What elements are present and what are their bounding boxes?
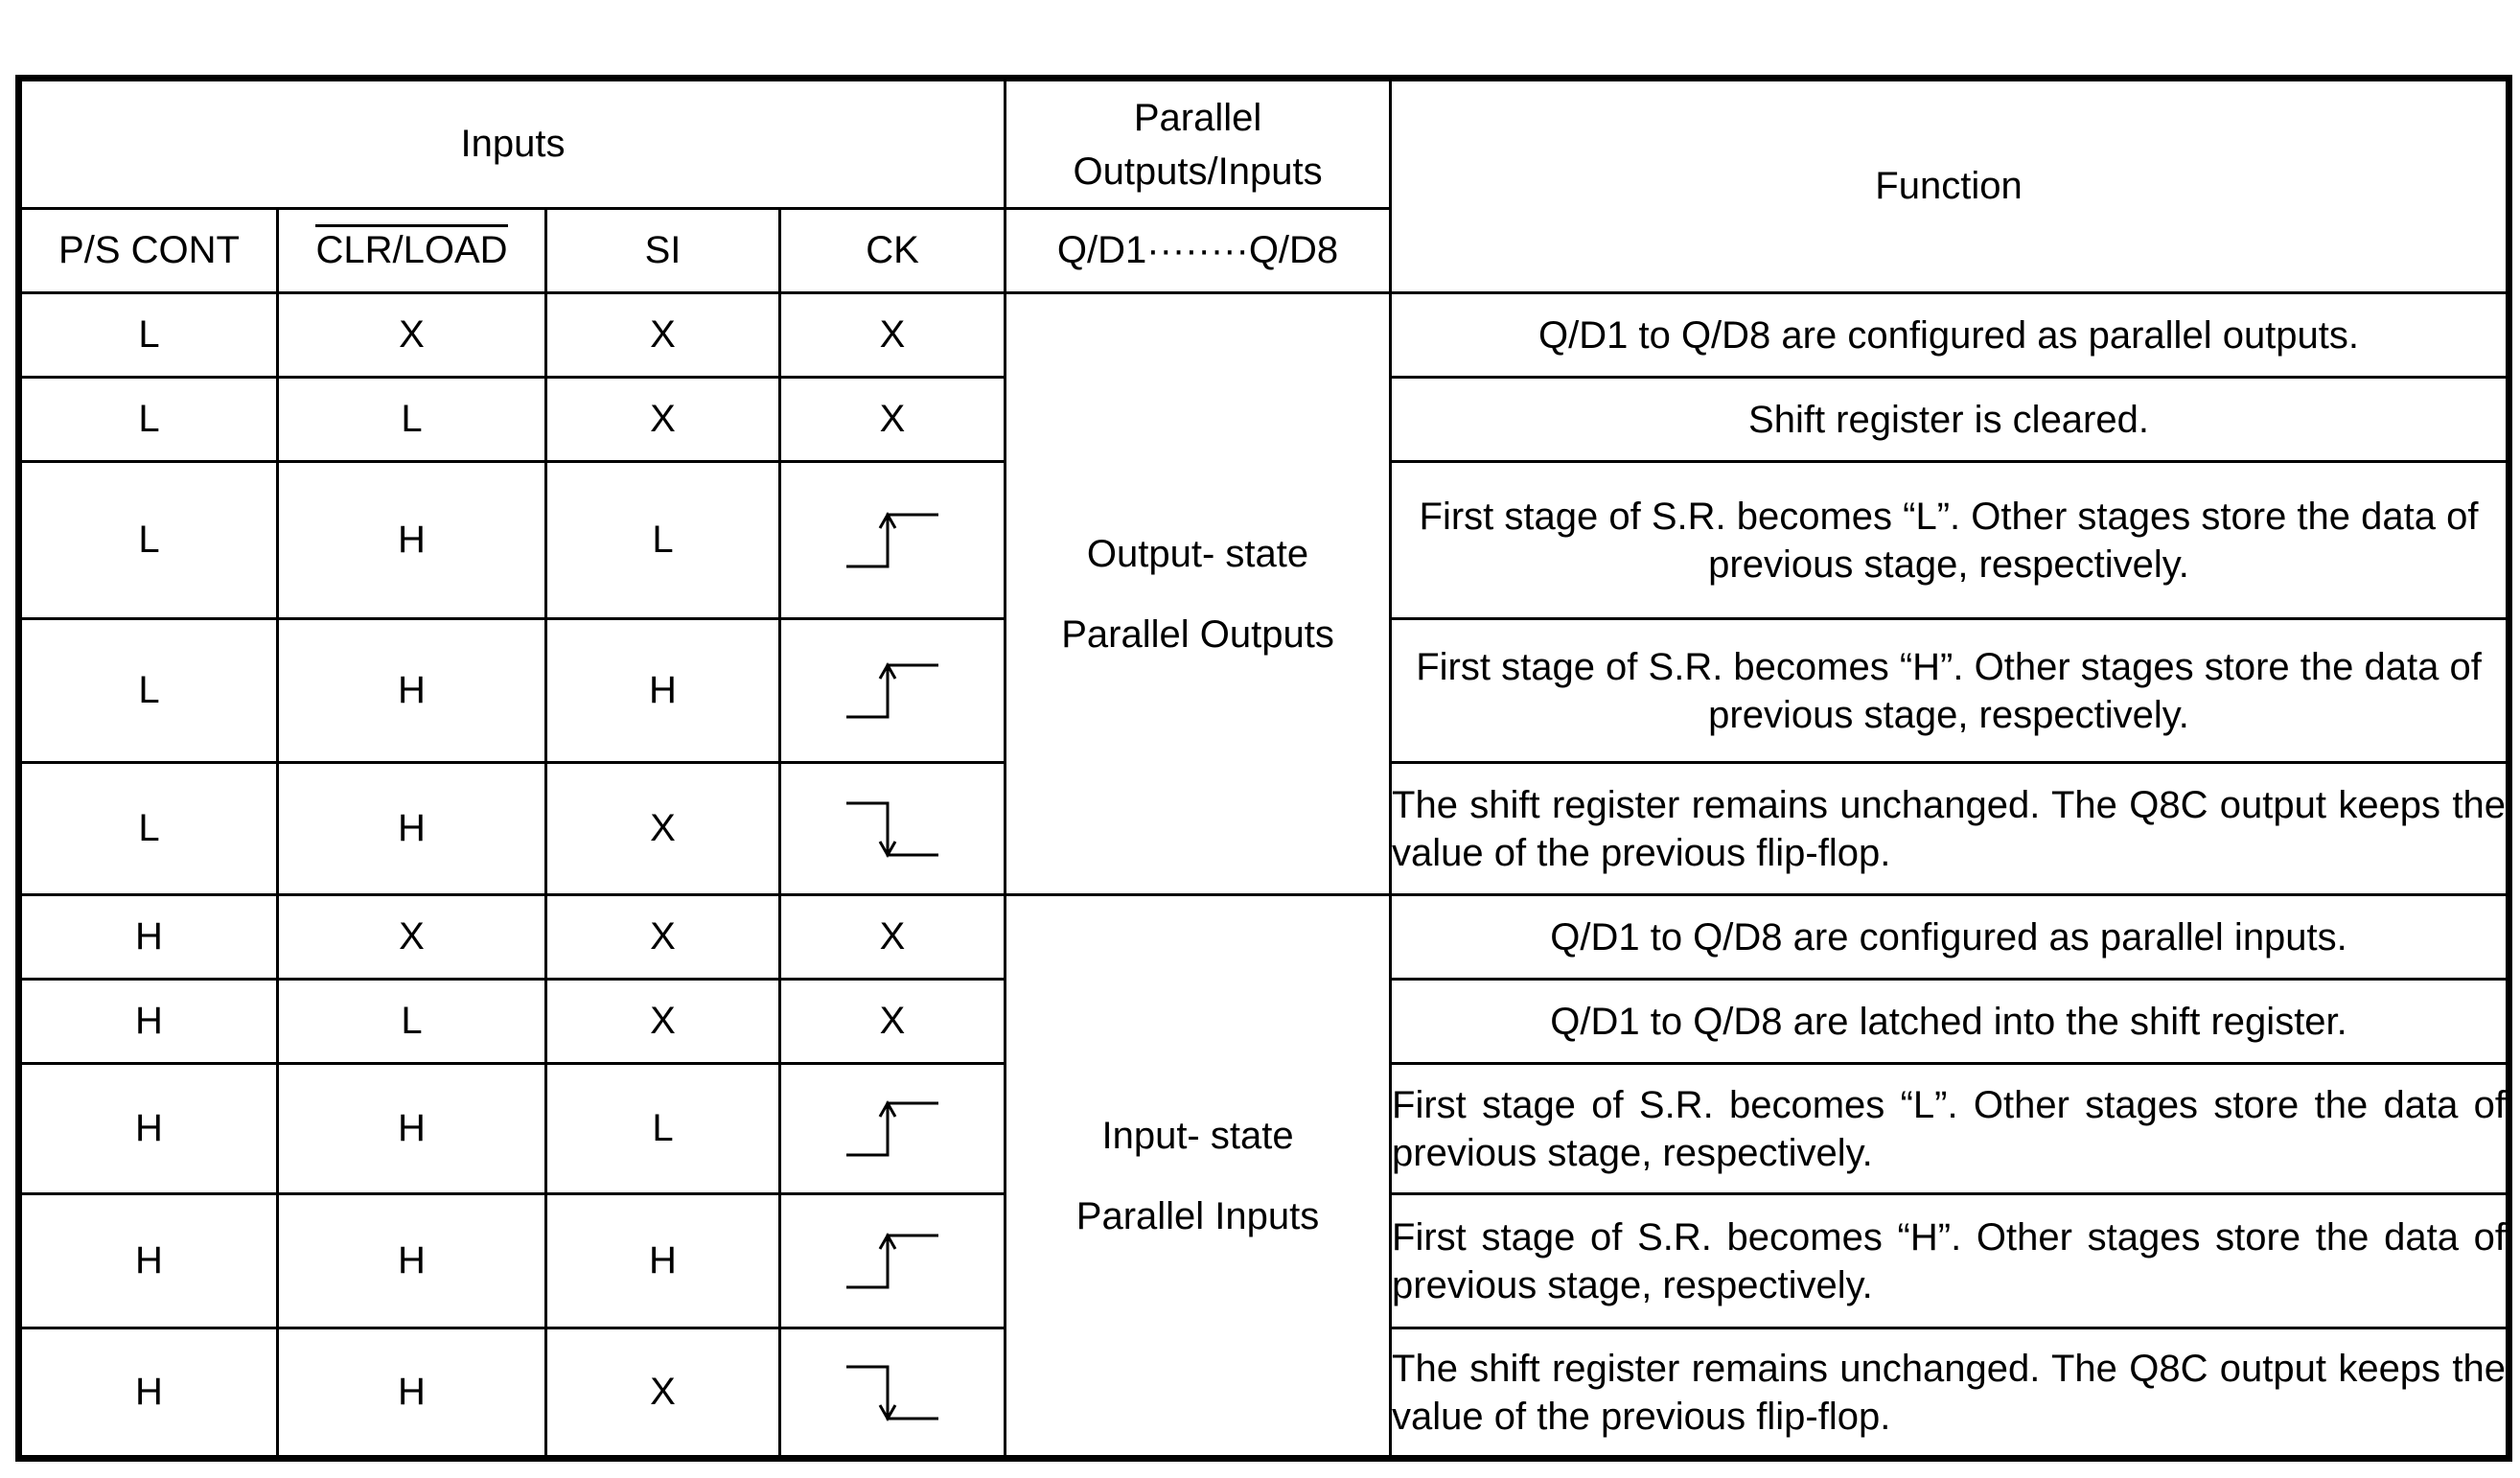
header-row-1 xyxy=(19,79,2509,209)
ck-cell xyxy=(780,462,1006,619)
si-cell: L xyxy=(546,1064,780,1194)
ps-cont-cell: L xyxy=(19,293,278,378)
rising-edge-icon xyxy=(844,507,940,574)
si-cell: X xyxy=(546,1328,780,1459)
rising-edge-icon xyxy=(844,1096,940,1163)
clr-load-cell: L xyxy=(278,980,546,1064)
falling-edge-icon xyxy=(844,1359,940,1426)
ck-cell: X xyxy=(780,980,1006,1064)
clr-load-cell: H xyxy=(278,1328,546,1459)
ck-cell: X xyxy=(780,895,1006,980)
ps-cont-header: P/S CONT xyxy=(19,209,278,293)
si-cell: L xyxy=(546,462,780,619)
ck-cell xyxy=(780,1064,1006,1194)
output-state-cell xyxy=(1006,293,1391,895)
function-cell: Shift register is cleared. xyxy=(1391,378,2509,462)
falling-edge-icon xyxy=(844,796,940,863)
ps-cont-cell: H xyxy=(19,1064,278,1194)
clr-load-cell: H xyxy=(278,763,546,895)
ck-cell xyxy=(780,763,1006,895)
state-label: Input- state xyxy=(1101,1114,1294,1157)
clr-load-cell: H xyxy=(278,1064,546,1194)
clr-label: CLR xyxy=(315,229,393,271)
function-cell: The shift register remains unchanged. The Q8C output keeps the value of the previous flip-flop. xyxy=(1391,1328,2509,1459)
load-label: LOAD xyxy=(403,229,508,271)
function-cell: First stage of S.R. becomes “L”. Other stages store the data of previous stage, respectively. xyxy=(1391,1064,2509,1194)
clr-load-cell: H xyxy=(278,1194,546,1328)
inputs-header: Inputs xyxy=(19,79,1006,209)
si-cell: X xyxy=(546,293,780,378)
rising-edge-icon xyxy=(844,658,940,725)
si-cell: H xyxy=(546,619,780,763)
ck-cell: X xyxy=(780,293,1006,378)
rising-edge-icon xyxy=(844,1228,940,1295)
ck-header: CK xyxy=(780,209,1006,293)
function-cell: First stage of S.R. becomes “L”. Other stages store the data of previous stage, respectively. xyxy=(1391,462,2509,619)
ps-cont-cell: H xyxy=(19,1328,278,1459)
parallel-header xyxy=(1006,79,1391,209)
table-row xyxy=(19,895,2509,980)
clr-load-cell: L xyxy=(278,378,546,462)
ps-cont-cell: H xyxy=(19,980,278,1064)
clr-load-header: CLR/LOAD xyxy=(278,209,546,293)
table-body xyxy=(19,293,2509,1459)
input-state-cell xyxy=(1006,895,1391,1459)
parallel-mode-label: Parallel Outputs xyxy=(1061,612,1334,656)
ps-cont-cell: L xyxy=(19,763,278,895)
function-cell: Q/D1 to Q/D8 are latched into the shift register. xyxy=(1391,980,2509,1064)
function-cell: First stage of S.R. becomes “H”. Other stages store the data of previous stage, respectively. xyxy=(1391,619,2509,763)
function-cell: Q/D1 to Q/D8 are configured as parallel outputs. xyxy=(1391,293,2509,378)
si-header: SI xyxy=(546,209,780,293)
si-cell: H xyxy=(546,1194,780,1328)
clr-load-cell: X xyxy=(278,293,546,378)
ck-cell xyxy=(780,619,1006,763)
clr-load-cell: H xyxy=(278,462,546,619)
function-cell: Q/D1 to Q/D8 are configured as parallel inputs. xyxy=(1391,895,2509,980)
clr-load-cell: X xyxy=(278,895,546,980)
function-header: Function xyxy=(1391,79,2509,293)
function-cell: First stage of S.R. becomes “H”. Other stages store the data of previous stage, respectively. xyxy=(1391,1194,2509,1328)
state-label: Output- state xyxy=(1086,532,1309,575)
clr-load-cell: H xyxy=(278,619,546,763)
function-cell: The shift register remains unchanged. The Q8C output keeps the value of the previous flip-flop. xyxy=(1391,763,2509,895)
si-cell: X xyxy=(546,763,780,895)
ps-cont-cell: L xyxy=(19,378,278,462)
parallel-mode-label: Parallel Inputs xyxy=(1075,1194,1320,1237)
ps-cont-cell: L xyxy=(19,619,278,763)
ck-cell: X xyxy=(780,378,1006,462)
si-cell: X xyxy=(546,980,780,1064)
ck-cell xyxy=(780,1194,1006,1328)
qd-header: Q/D1········Q/D8 xyxy=(1006,209,1391,293)
parallel-header-line2: Outputs/Inputs xyxy=(1073,150,1323,193)
parallel-header-line1: Parallel xyxy=(1133,96,1262,139)
ps-cont-cell: L xyxy=(19,462,278,619)
function-table xyxy=(15,75,2512,1462)
ps-cont-cell: H xyxy=(19,1194,278,1328)
ck-cell xyxy=(780,1328,1006,1459)
si-cell: X xyxy=(546,378,780,462)
si-cell: X xyxy=(546,895,780,980)
ps-cont-cell: H xyxy=(19,895,278,980)
table-row xyxy=(19,293,2509,378)
